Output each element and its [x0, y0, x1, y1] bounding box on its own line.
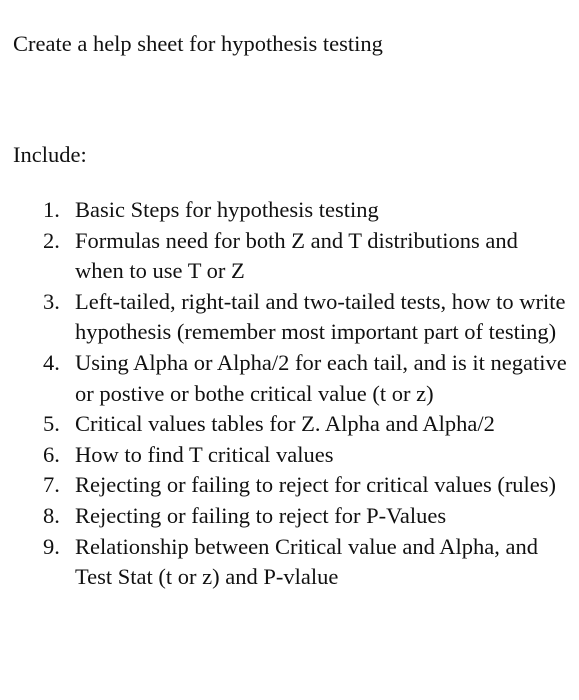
list-item-text: Using Alpha or Alpha/2 for each tail, and is it negative or postive or bothe critical value (t or z) — [75, 349, 567, 406]
list-item-number: 2. — [43, 227, 60, 253]
list-item — [0, 470, 579, 501]
list-item-text: Left-tailed, right-tail and two-tailed tests, how to write hypothesis (remember most important part of testing) — [75, 288, 566, 345]
list-item-number: 1. — [43, 197, 60, 222]
list-item-number: 8. — [43, 502, 60, 528]
list-item-text: Basic Steps for hypothesis testing — [75, 197, 379, 222]
list-item-text: How to find T critical values — [75, 441, 334, 467]
requirements-list — [0, 195, 579, 593]
list-item-text: Relationship between Critical value and Alpha, and Test Stat (t or z) and P-vlalue — [75, 533, 538, 590]
list-item — [0, 409, 579, 440]
list-item — [0, 195, 579, 226]
list-item-number: 6. — [43, 441, 60, 467]
document-title: Create a help sheet for hypothesis testing — [13, 31, 383, 56]
list-item-text: Rejecting or failing to reject for P-Values — [75, 502, 447, 528]
list-item-number: 3. — [43, 288, 60, 314]
list-item — [0, 287, 579, 348]
list-item-number: 4. — [43, 349, 60, 375]
list-item — [0, 226, 579, 287]
list-item-number: 7. — [43, 472, 60, 498]
list-item — [0, 532, 579, 593]
list-item — [0, 440, 579, 471]
list-item — [0, 348, 579, 409]
list-item-text: Formulas need for both Z and T distributions and when to use T or Z — [75, 227, 518, 284]
list-item-number: 9. — [43, 533, 60, 559]
include-label: Include: — [13, 142, 87, 167]
list-item-text: Rejecting or failing to reject for critical values (rules) — [75, 472, 557, 498]
list-item-text: Critical values tables for Z. Alpha and Alpha/2 — [75, 411, 495, 437]
list-item-number: 5. — [43, 411, 60, 437]
list-item — [0, 501, 579, 532]
